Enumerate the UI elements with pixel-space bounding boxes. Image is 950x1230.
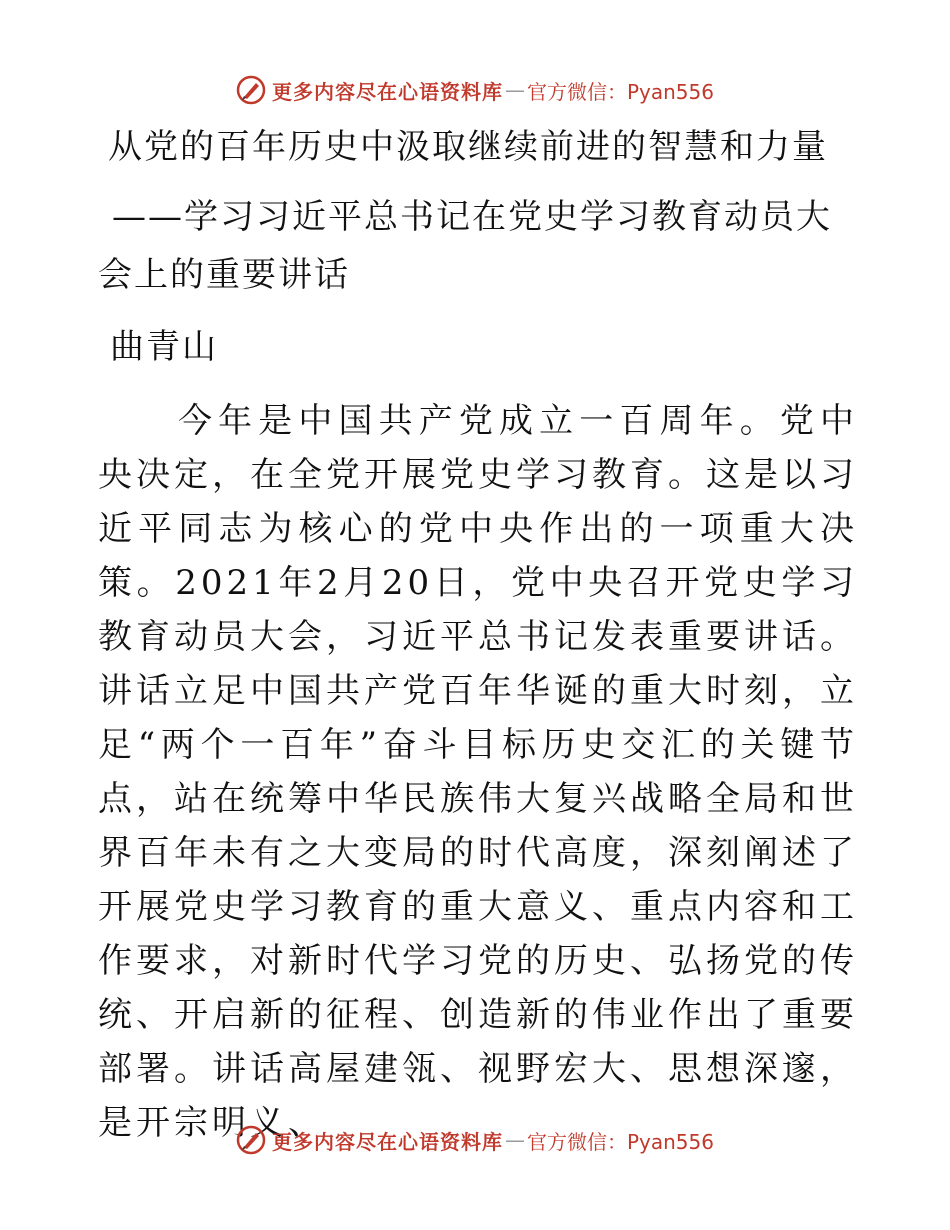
banner-wechat: 官方微信：Pyan556 [526,1129,714,1154]
document-title: 从党的百年历史中汲取继续前进的智慧和力量 [108,127,828,167]
paragraph-1: 今年是中国共产党成立一百周年。党中央决定，在全党开展党史学习教育。这是以习近平同志为核心的党中央作出的一项重大决策。2021年2月20日，党中央召开党史学习教育动员大会，习近平总书记发表重要讲话。讲话立足中国共产党百年华诞的重大时刻，立足“两个一百年”奋斗目标历史交汇的关键节点，站在统筹中华民族伟大复兴战略全局和世界百年未有之大变局的时代高度，深刻阐述了开展党史学习教育的重大意义、重点内容和工作要求，对新时代学习党的历史、弘扬党的传统、开启新的征程、创造新的伟业作出了重要部署。讲话高屋建瓴、视野宏大、思想深邃，是开宗明义、 [98,401,858,1143]
document-author: 曲青山 [110,327,218,367]
pen-logo-icon [236,1125,266,1155]
document-subtitle: ——学习习近平总书记在党史学习教育动员大会上的重要讲话 [98,197,832,295]
banner-text: 更多内容尽在心语资料库 [271,79,503,104]
document-body [98,118,858,1150]
banner-separator: — [504,1128,525,1152]
banner-wechat: 官方微信：Pyan556 [526,79,714,104]
footer-banner [0,1120,950,1160]
banner-separator: — [504,78,525,102]
header-banner [0,70,950,110]
pen-logo-icon [236,75,266,105]
banner-text: 更多内容尽在心语资料库 [271,1129,503,1154]
